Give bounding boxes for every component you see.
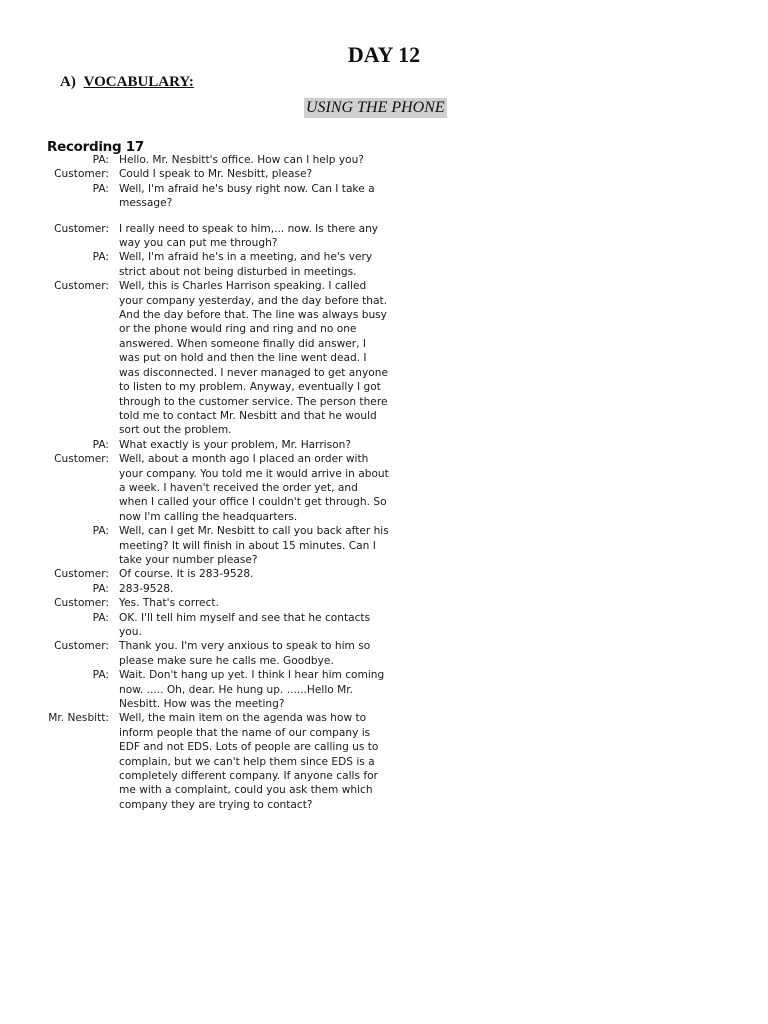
dialogue-line: OK. I'll tell him myself and see that he contacts you. [119,611,371,638]
speaker-label: PA: [92,154,109,166]
dialogue-line: Well, the main item on the agenda was how to inform people that the name of our company is EDF and not EDS. Lots of people are calling us to complain, but we can't help them since EDS is a completely different company. If anyone calls for me with a complaint, could you ask them which company they are trying to contact? [119,712,379,811]
dialogue-line: Well, about a month ago I placed an order with your company. You told me it would arrive in about a week. I haven't received the order yet, and when I called your office I couldn't get through. So now I'm calling the headquarters. [119,453,389,523]
topic-subtitle: USING THE PHONE [306,99,445,116]
dialogue-line: Well, can I get Mr. Nesbitt to call you back after his meeting? It will finish in about 15 minutes. Can I take your number please? [119,525,389,566]
speaker-label: PA: [92,611,109,624]
dialogue-line: Hello. Mr. Nesbitt's office. How can I help you? [119,154,364,166]
speaker-label: Customer: [54,640,109,653]
dialogue-turn [30,279,410,437]
speaker-label: Customer: [54,168,109,181]
dialogue-turn [30,567,410,581]
dialogue-line: What exactly is your problem, Mr. Harrison? [119,438,351,451]
dialogue-turn [30,167,410,181]
dialogue-line: I really need to speak to him,... now. Is there any way you can put me through? [119,222,379,250]
section-heading [60,74,194,91]
speaker-label: PA: [92,582,109,595]
dialogue-transcript [30,153,410,812]
speaker-label: PA: [92,438,109,451]
dialogue-turn [30,639,410,668]
section-label: VOCABULARY: [83,74,194,90]
dialogue-turn [30,668,410,711]
speaker-label: Customer: [54,597,109,610]
dialogue-turn [30,524,410,567]
speaker-label: PA: [92,525,109,538]
dialogue-turn [30,596,410,610]
dialogue-line: Well, this is Charles Harrison speaking. I called your company yesterday, and the day before that. And the day before that. The line was always busy or the phone would ring and ring and no one answered. When someone finally did answer, I was put on hold and then the line went dead. I was disconnected. I never managed to get anyone to listen to my problem. Anyway, eventually I got through to the customer service. The person there told me to contact Mr. Nesbitt and that he would sort out the problem. [119,280,388,437]
dialogue-turn [30,250,410,279]
dialogue-turn [30,438,410,452]
dialogue-turn [30,153,410,167]
dialogue-turn [30,222,410,251]
speaker-label: Mr. Nesbitt: [48,712,109,725]
dialogue-line: Of course. It is 283-9528. [119,568,254,581]
speaker-label: PA: [92,251,109,264]
speaker-label: Customer: [54,568,109,581]
dialogue-line: Yes. That's correct. [119,597,219,610]
dialogue-line: Could I speak to Mr. Nesbitt, please? [119,168,313,181]
page-title: DAY 12 [347,42,421,67]
dialogue-turn [30,582,410,596]
speaker-label: PA: [92,669,109,682]
speaker-label: Customer: [54,280,109,293]
dialogue-line: Wait. Don't hang up yet. I think I hear him coming now. ..... Oh, dear. He hung up. ......Hello Mr. Nesbitt. How was the meeting? [119,669,385,711]
dialogue-turn [30,452,410,524]
dialogue-turn [30,711,410,812]
dialogue-line: Thank you. I'm very anxious to speak to him so please make sure he calls me. Goodbye. [119,640,371,667]
dialogue-line: 283-9528. [119,582,174,595]
section-marker: A) [60,74,76,90]
dialogue-turn [30,611,410,640]
dialogue-line: Well, I'm afraid he's busy right now. Can I take a message? [119,182,375,210]
speaker-label: PA: [92,182,109,195]
speaker-label: Customer: [54,453,109,466]
recording-title: Recording 17 [47,139,144,155]
speaker-label: Customer: [54,222,109,235]
dialogue-line: Well, I'm afraid he's in a meeting, and he's very strict about not being disturbed in meetings. [119,251,373,278]
dialogue-turn [30,182,410,211]
